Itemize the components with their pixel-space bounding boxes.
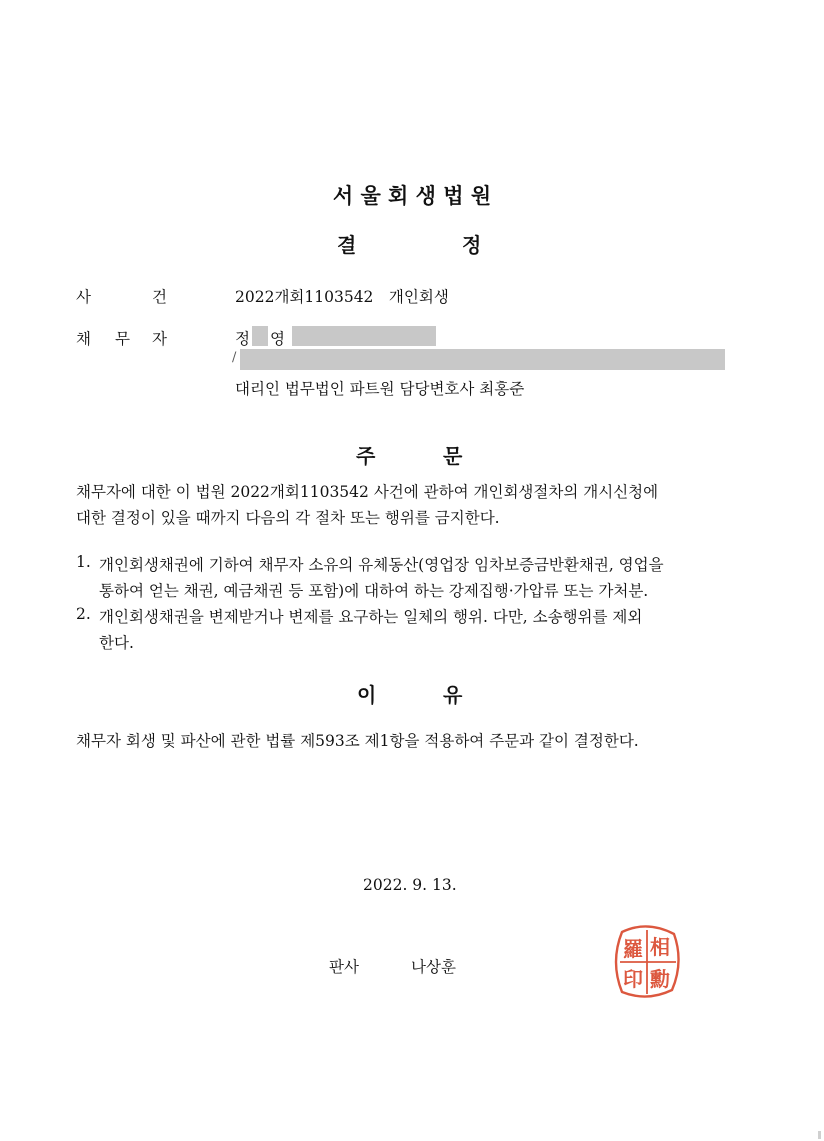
order-heading-right: 문	[443, 444, 463, 468]
order-item-1-line-1: 개인회생채권에 기하여 채무자 소유의 유체동산(영업장 임차보증금반환채권, 영업을	[99, 556, 664, 574]
order-intro-line-2: 대한 결정이 있을 때까지 다음의 각 절차 또는 행위를 금지한다.	[76, 509, 500, 527]
order-item-2-line-2: 한다.	[99, 634, 134, 652]
scroll-indicator[interactable]	[818, 1131, 821, 1139]
svg-text:相: 相	[650, 935, 670, 959]
reason-heading-right: 유	[443, 683, 463, 707]
debtor-label-char-2: 무	[115, 330, 130, 348]
debtor-label-char-3: 자	[152, 330, 167, 348]
doc-type-left: 결	[337, 233, 357, 257]
case-number: 2022개회1103542 개인회생	[235, 288, 449, 306]
redaction-name	[252, 326, 268, 346]
debtor-name-last: 영	[270, 330, 285, 348]
judge-name: 나상훈	[411, 958, 456, 976]
debtor-label-char-1: 채	[76, 330, 91, 348]
order-item-1-number: 1.	[76, 553, 91, 571]
order-item-2-number: 2.	[76, 605, 91, 623]
svg-text:羅: 羅	[623, 937, 643, 961]
svg-text:印: 印	[623, 967, 643, 991]
case-label-char-1: 사	[76, 288, 91, 306]
order-item-2-line-1: 개인회생채권을 변제받거나 변제를 요구하는 일체의 행위. 다만, 소송행위를 제외	[99, 608, 643, 626]
debtor-name-first: 정	[235, 330, 250, 348]
order-intro-line-1: 채무자에 대한 이 법원 2022개회1103542 사건에 관하여 개인회생절차의 개시신청에	[76, 483, 659, 501]
judge-title: 판사	[329, 958, 359, 976]
order-heading-left: 주	[356, 444, 376, 468]
doc-type-right: 정	[462, 233, 482, 257]
reason-heading-left: 이	[357, 683, 377, 707]
case-label-char-2: 건	[152, 288, 167, 306]
address-prefix: /	[232, 350, 237, 365]
redaction-address	[240, 349, 725, 370]
court-name: 서 울 회 생 법 원	[332, 184, 492, 208]
order-item-1-line-2: 통하여 얻는 채권, 예금채권 등 포함)에 대하여 하는 강제집행·가압류 또는 가처분.	[99, 582, 649, 600]
decision-date: 2022. 9. 13.	[363, 876, 457, 894]
debtor-agent: 대리인 법무법인 파트원 담당변호사 최홍준	[235, 380, 525, 398]
judge-seal-icon	[612, 922, 682, 1000]
svg-text:勳: 勳	[650, 967, 670, 991]
reason-text: 채무자 회생 및 파산에 관한 법률 제593조 제1항을 적용하여 주문과 같이 결정한다.	[76, 732, 639, 750]
redaction-id	[292, 326, 436, 346]
